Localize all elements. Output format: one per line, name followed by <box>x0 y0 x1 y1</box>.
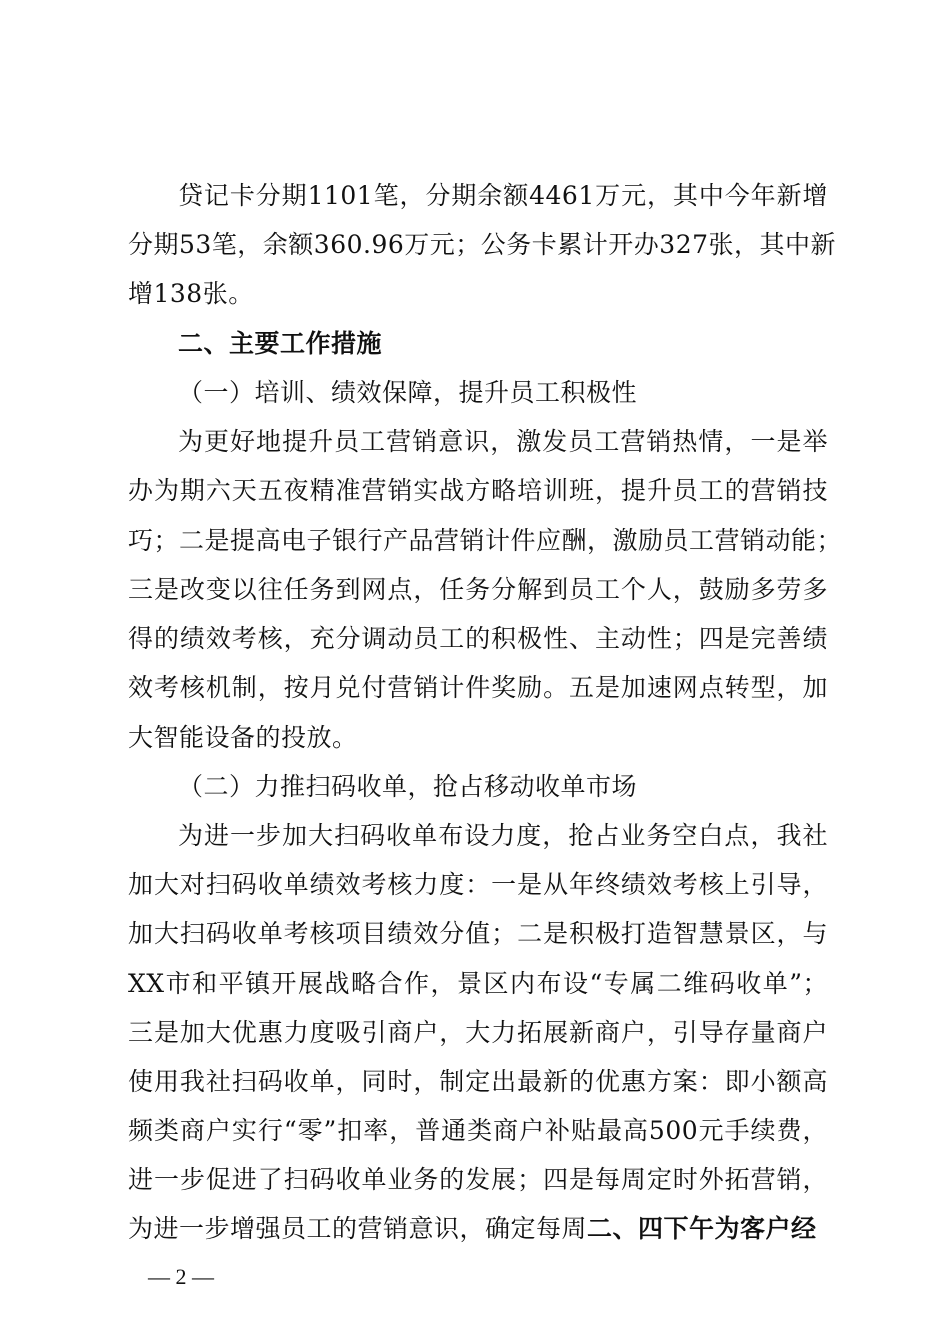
paragraph-line: 三是改变以往任务到网点，任务分解到员工个人，鼓励多劳多 <box>128 575 828 604</box>
paragraph-line: 为更好地提升员工营销意识，激发员工营销热情，一是举 <box>178 427 828 456</box>
paragraph-line: 加大扫码收单考核项目绩效分值；二是积极打造智慧景区，与 <box>128 919 828 948</box>
paragraph-line-text: 为进一步增强员工的营销意识，确定每周 <box>128 1214 588 1243</box>
subsection-heading: （一）培训、绩效保障，提升员工积极性 <box>178 378 638 407</box>
bold-emphasis-text: 二、四下午为客户经 <box>587 1214 817 1243</box>
paragraph-line: 分期53笔，余额360.96万元；公务卡累计开办327张，其中新 <box>128 230 837 259</box>
subsection-heading: （二）力推扫码收单，抢占移动收单市场 <box>178 772 638 801</box>
section-heading: 二、主要工作措施 <box>178 329 383 358</box>
page-number: — 2 — <box>148 1264 214 1289</box>
paragraph-line: 为进一步加大扫码收单布设力度，抢占业务空白点，我社 <box>178 821 828 850</box>
paragraph-line: 效考核机制，按月兑付营销计件奖励。五是加速网点转型，加 <box>128 673 828 702</box>
paragraph-line: 进一步促进了扫码收单业务的发展；四是每周定时外拓营销， <box>128 1165 828 1194</box>
paragraph-line: 频类商户实行“零”扣率，普通类商户补贴最高500元手续费， <box>128 1116 828 1145</box>
paragraph-line: 得的绩效考核，充分调动员工的积极性、主动性；四是完善绩 <box>128 624 828 653</box>
paragraph-line: 使用我社扫码收单，同时，制定出最新的优惠方案：即小额高 <box>128 1067 828 1096</box>
paragraph-line: 加大对扫码收单绩效考核力度：一是从年终绩效考核上引导， <box>128 870 828 899</box>
paragraph-line: 办为期六天五夜精准营销实战方略培训班，提升员工的营销技 <box>128 476 828 505</box>
paragraph-line: 增138张。 <box>128 279 254 308</box>
paragraph-line-last <box>128 1211 828 1247</box>
paragraph-line: 大智能设备的投放。 <box>128 723 358 752</box>
paragraph-line: 巧；二是提高电子银行产品营销计件应酬，激励员工营销动能； <box>128 526 843 555</box>
paragraph-line: 贷记卡分期1101笔，分期余额4461万元，其中今年新增 <box>178 181 828 210</box>
paragraph-line: XX市和平镇开展战略合作，景区内布设“专属二维码收单”； <box>128 969 828 998</box>
paragraph-line: 三是加大优惠力度吸引商户，大力拓展新商户，引导存量商户 <box>128 1018 828 1047</box>
